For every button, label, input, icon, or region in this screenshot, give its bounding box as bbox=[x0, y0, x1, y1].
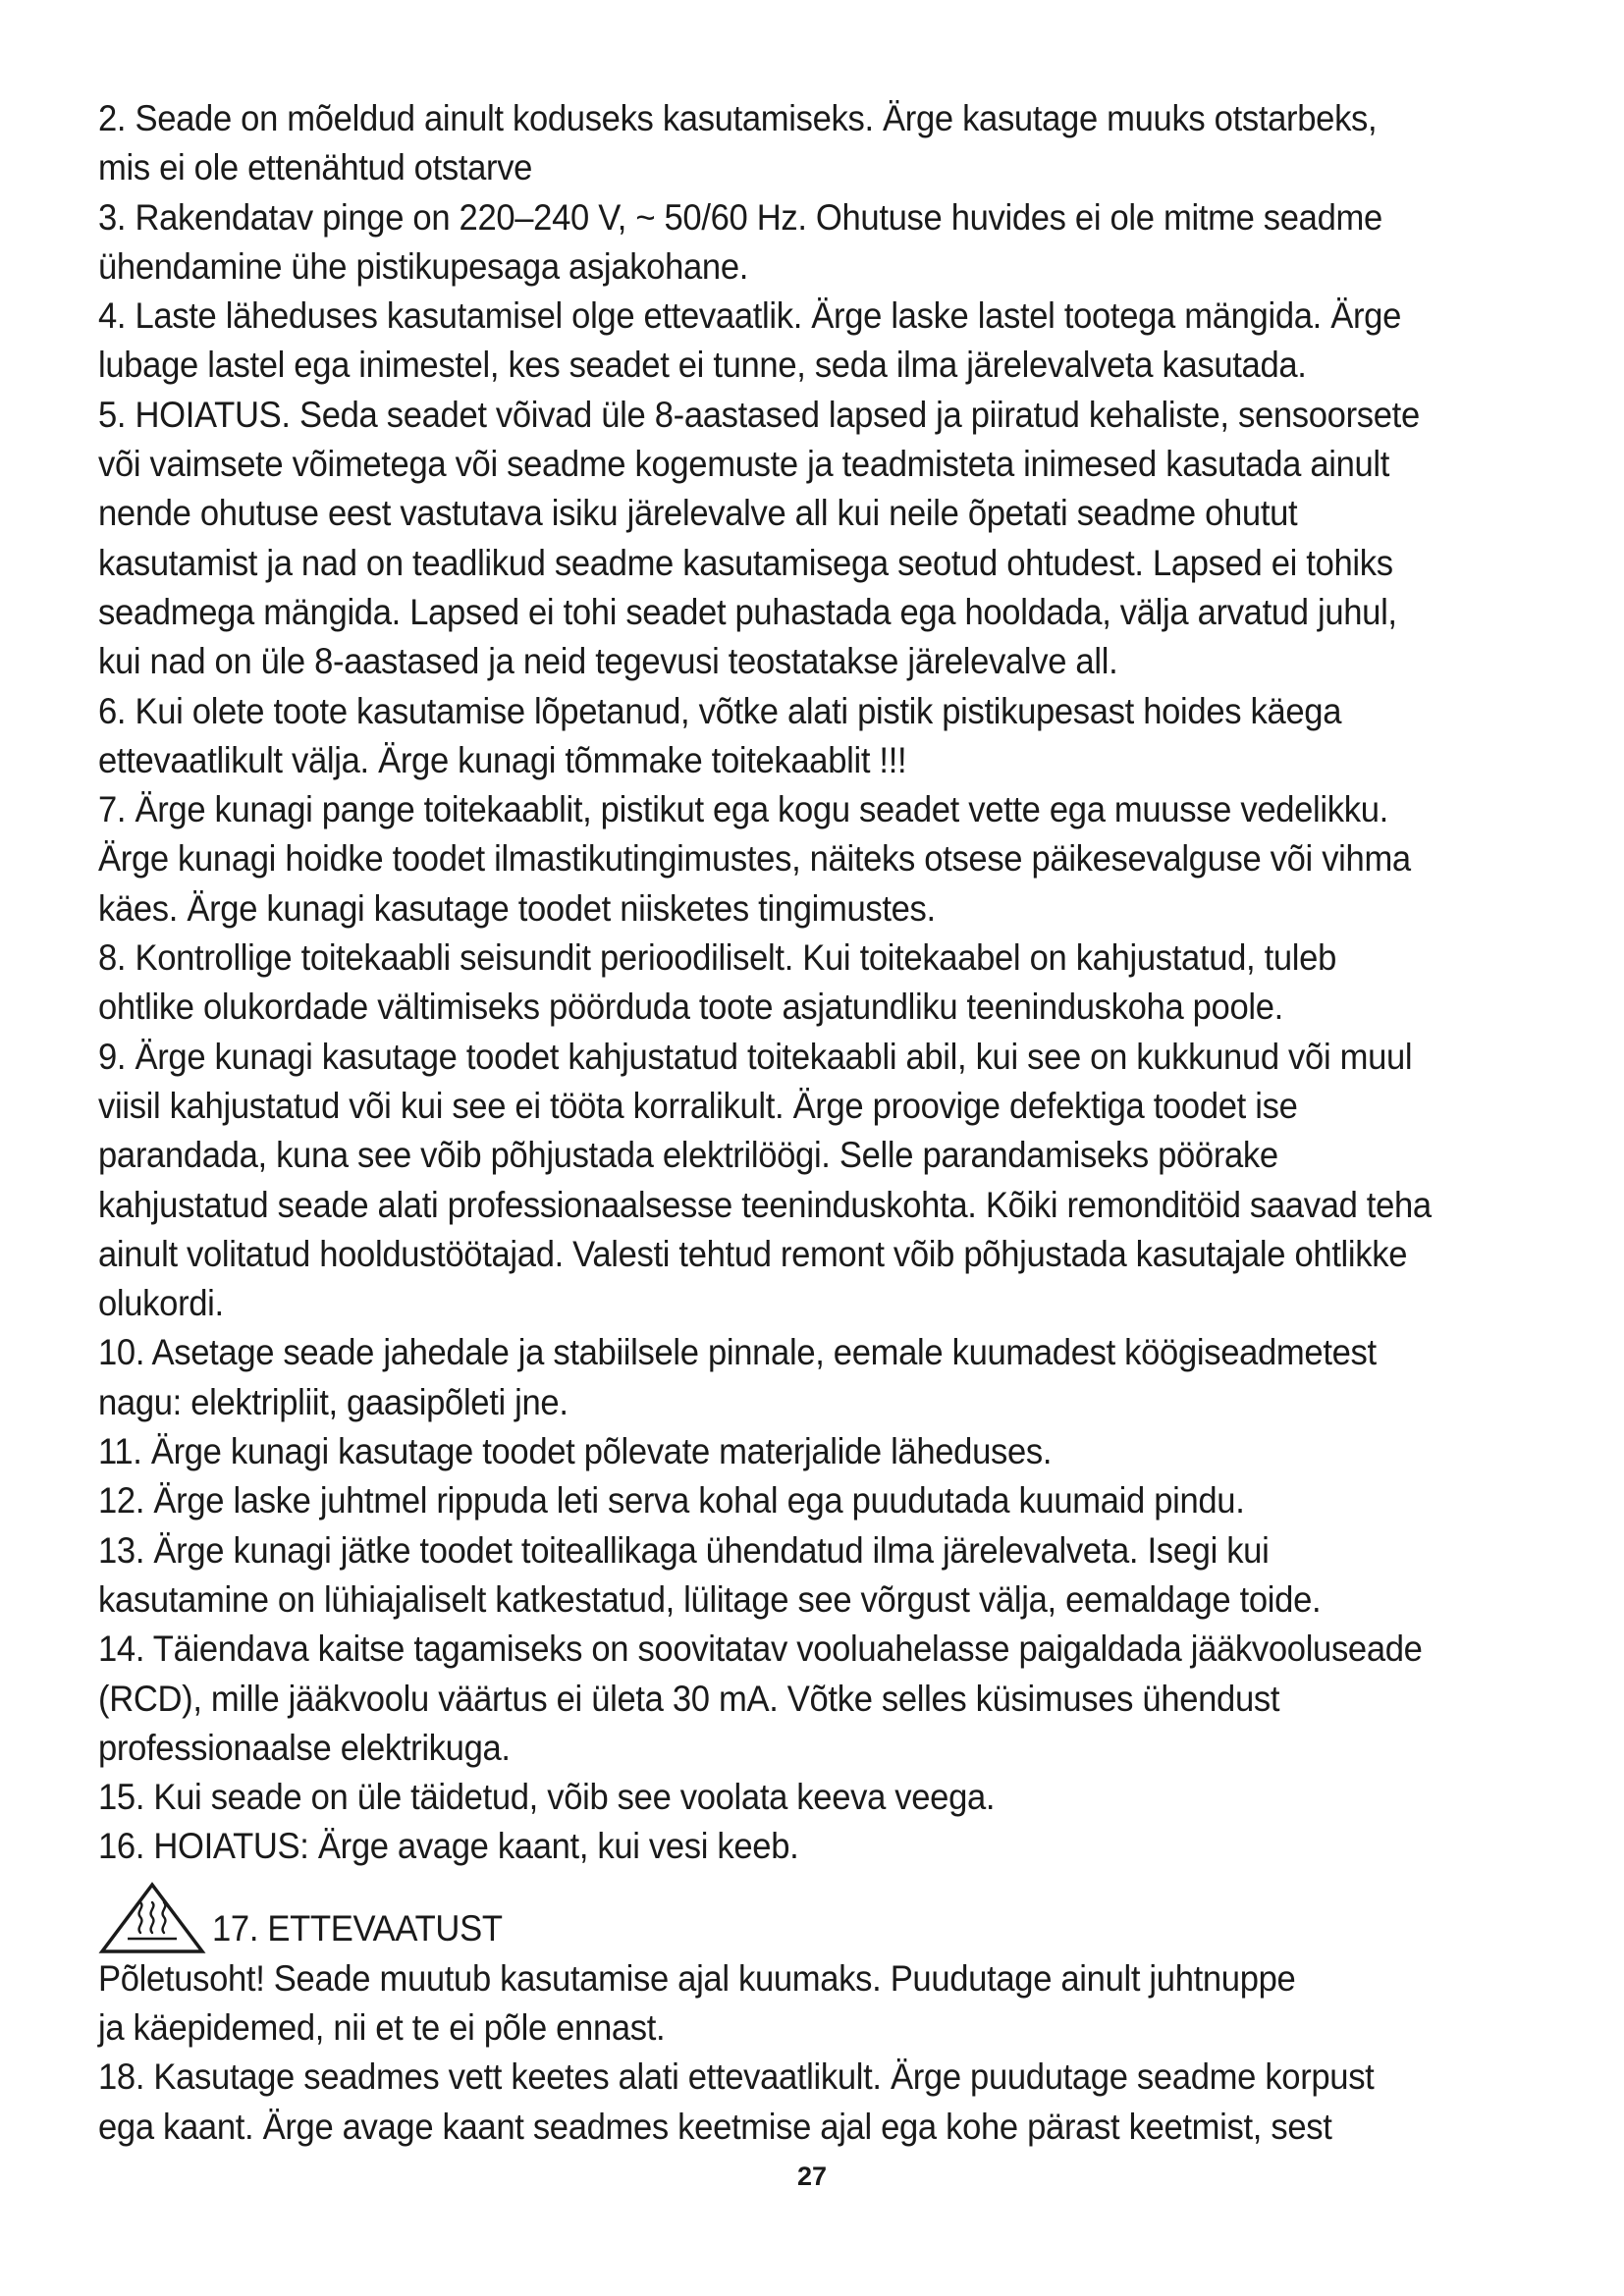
text-line: 12. Ärge laske juhtmel rippuda leti serva kohal ega puudutada kuumaid pindu. bbox=[98, 1480, 1245, 1522]
text-line: 18. Kasutage seadmes vett keetes alati ettevaatlikult. Ärge puudutage seadme korpust bbox=[98, 2056, 1375, 2098]
text-line: 4. Laste läheduses kasutamisel olge ettevaatlik. Ärge laske lastel tootega mängida. Ärge bbox=[98, 295, 1401, 337]
text-line: käes. Ärge kunagi kasutage toodet niisketes tingimustes. bbox=[98, 887, 936, 929]
hot-surface-warning-icon bbox=[98, 1882, 206, 1954]
text-line: nende ohutuse eest vastutava isiku järelevalve all kui neile õpetati seadme ohutut bbox=[98, 493, 1298, 534]
text-line: lubage lastel ega inimestel, kes seadet ei tunne, seda ilma järelevalveta kasutada. bbox=[98, 345, 1307, 386]
text-line: ettevaatlikult välja. Ärge kunagi tõmmake toitekaablit !!! bbox=[98, 739, 907, 780]
text-line: seadmega mängida. Lapsed ei tohi seadet puhastada ega hooldada, välja arvatud juhul, bbox=[98, 591, 1397, 632]
text-line: 5. HOIATUS. Seda seadet võivad üle 8-aastased lapsed ja piiratud kehaliste, sensoorsete bbox=[98, 394, 1420, 435]
text-line: olukordi. bbox=[98, 1283, 224, 1324]
text-line: ja käepidemed, nii et te ei põle ennast. bbox=[98, 2006, 666, 2048]
text-line: ega kaant. Ärge avage kaant seadmes keetmise ajal ega kohe pärast keetmist, sest bbox=[98, 2106, 1332, 2147]
text-line: 15. Kui seade on üle täidetud, võib see voolata keeva veega. bbox=[98, 1777, 996, 1818]
warning-heading-row bbox=[98, 1880, 1551, 1954]
document-body bbox=[98, 94, 1551, 2152]
text-line: mis ei ole ettenähtud otstarve bbox=[98, 147, 533, 188]
text-line: kui nad on üle 8-aastased ja neid tegevusi teostatakse järelevalve all. bbox=[98, 641, 1118, 682]
page-number: 27 bbox=[796, 2162, 828, 2191]
text-line: 13. Ärge kunagi jätke toodet toiteallikaga ühendatud ilma järelevalveta. Isegi kui bbox=[98, 1529, 1270, 1571]
text-line: või vaimsete võimetega või seadme kogemuste ja teadmisteta inimesed kasutada ainult bbox=[98, 444, 1390, 485]
text-line: 8. Kontrollige toitekaabli seisundit perioodiliselt. Kui toitekaabel on kahjustatud, tuleb bbox=[98, 937, 1336, 979]
text-line: 3. Rakendatav pinge on 220–240 V, ~ 50/60 Hz. Ohutuse huvides ei ole mitme seadme bbox=[98, 196, 1382, 238]
text-line: 6. Kui olete toote kasutamise lõpetanud, võtke alati pistik pistikupesast hoides käega bbox=[98, 690, 1342, 731]
text-line: (RCD), mille jääkvoolu väärtus ei ületa 30 mA. Võtke selles küsimuses ühendust bbox=[98, 1678, 1280, 1719]
text-line: 2. Seade on mõeldud ainult koduseks kasutamiseks. Ärge kasutage muuks otstarbeks, bbox=[98, 98, 1378, 138]
text-line: ühendamine ühe pistikupesaga asjakohane. bbox=[98, 245, 749, 287]
text-line: 7. Ärge kunagi pange toitekaablit, pistikut ega kogu seadet vette ega muusse vedelikku. bbox=[98, 789, 1388, 830]
text-line: Põletusoht! Seade muutub kasutamise ajal kuumaks. Puudutage ainult juhtnuppe bbox=[98, 1957, 1296, 1999]
text-line: kasutamine on lühiajaliselt katkestatud, lülitage see võrgust välja, eemaldage toide. bbox=[98, 1578, 1322, 1620]
text-line: kahjustatud seade alati professionaalsesse teeninduskohta. Kõiki remonditöid saavad teha bbox=[98, 1184, 1432, 1225]
text-line: ohtlike olukordade vältimiseks pöörduda toote asjatundliku teeninduskoha poole. bbox=[98, 987, 1283, 1028]
text-line: nagu: elektripliit, gaasipõleti jne. bbox=[98, 1381, 568, 1422]
text-line: viisil kahjustatud või kui see ei tööta korralikult. Ärge proovige defektiga toodet ise bbox=[98, 1085, 1298, 1126]
text-line: 11. Ärge kunagi kasutage toodet põlevate materjalide läheduses. bbox=[98, 1431, 1053, 1472]
instructions-list-top bbox=[98, 94, 1551, 1872]
text-line: kasutamist ja nad on teadlikud seadme kasutamisega seotud ohtudest. Lapsed ei tohiks bbox=[98, 542, 1393, 583]
warning-heading: 17. ETTEVAATUST bbox=[212, 1908, 503, 1949]
text-line: 10. Asetage seade jahedale ja stabiilsele pinnale, eemale kuumadest köögiseadmetest bbox=[98, 1332, 1377, 1373]
text-line: 14. Täiendava kaitse tagamiseks on soovitatav vooluahelasse paigaldada jääkvooluseade bbox=[98, 1629, 1423, 1670]
text-line: professionaalse elektrikuga. bbox=[98, 1727, 511, 1768]
text-line: parandada, kuna see võib põhjustada elektrilöögi. Selle parandamiseks pöörake bbox=[98, 1135, 1278, 1176]
text-line: 16. HOIATUS: Ärge avage kaant, kui vesi keeb. bbox=[98, 1826, 799, 1867]
instructions-list-bottom bbox=[98, 1954, 1551, 2152]
text-line: ainult volitatud hooldustöötajad. Valesti tehtud remont võib põhjustada kasutajale ohtlikke bbox=[98, 1233, 1408, 1274]
text-line: 9. Ärge kunagi kasutage toodet kahjustatud toitekaabli abil, kui see on kukkunud või muul bbox=[98, 1036, 1413, 1077]
text-line: Ärge kunagi hoidke toodet ilmastikutingimustes, näiteks otsese päikesevalguse või vihma bbox=[98, 838, 1411, 880]
